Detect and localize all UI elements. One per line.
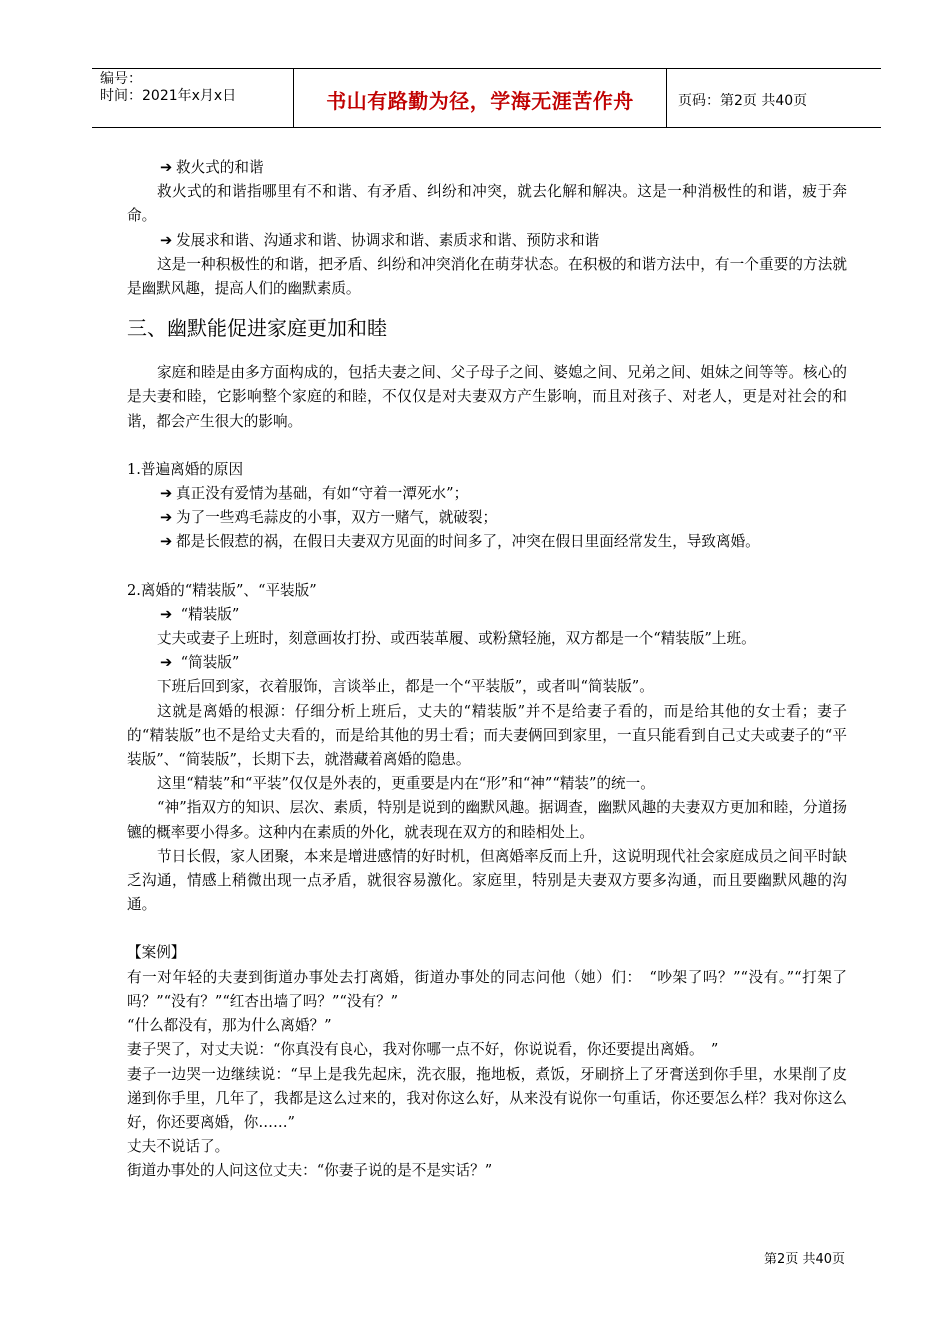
header-meta xyxy=(100,71,236,105)
header-page-number: 页码：第2页 共40页 xyxy=(678,93,808,109)
paragraph: 家庭和睦是由多方面构成的，包括夫妻之间、父子母子之间、婆媳之间、兄弟之间、姐妹之间等等。核心的是夫妻和睦，它影响整个家庭的和睦，不仅仅是对夫妻双方产生影响，而且对孩子、对老人，更是对社会的和谐，都会产生很大的影响。 xyxy=(127,364,847,430)
paragraph: 下班后回到家，衣着服饰，言谈举止，都是一个“平装版”，或者叫“简装版”。 xyxy=(157,678,654,696)
case-line: 有一对年轻的夫妻到街道办事处去打离婚，街道办事处的同志问他（她）们： “吵架了吗？”“没有。”“打架了吗？”“没有？”“红杏出墙了吗？”“没有？” xyxy=(127,968,847,1010)
header-number: 编号： xyxy=(100,71,142,87)
case-line: 街道办事处的人问这位丈夫：“你妻子说的是不是实话？” xyxy=(127,1162,493,1180)
arrow-right-icon: ➔ xyxy=(160,485,173,503)
document-body xyxy=(127,156,847,1184)
header-motto: 书山有路勤为径，学海无涯苦作舟 xyxy=(326,89,634,113)
page-header xyxy=(92,68,881,128)
paragraph: 救火式的和谐指哪里有不和谐、有矛盾、纠纷和冲突，就去化解和解决。这是一种消极性的和谐，疲于奔命。 xyxy=(127,183,847,225)
section-heading: 三、幽默能促进家庭更加和睦 xyxy=(127,316,387,341)
bullet-heading: ➔ “精装版” xyxy=(127,603,847,627)
paragraph: 丈夫或妻子上班时，刻意画妆打扮、或西装革履、或粉黛轻施，双方都是一个“精装版”上班。 xyxy=(157,630,756,648)
case-heading: 【案例】 xyxy=(127,944,186,962)
paragraph: 这是一种积极性的和谐，把矛盾、纠纷和冲突消化在萌芽状态。在积极的和谐方法中，有一个重要的方法就是幽默风趣，提高人们的幽默素质。 xyxy=(127,255,847,298)
case-line: 妻子哭了，对丈夫说：“你真没有良心，我对你哪一点不好，你说说看，你还要提出离婚。 ” xyxy=(127,1041,719,1059)
paragraph: 节日长假，家人团聚，本来是增进感情的好时机，但离婚率反而上升，这说明现代社会家庭成员之间平时缺乏沟通，情感上稍微出现一点矛盾，就很容易激化。家庭里，特别是夫妻双方要多沟通，而且要幽默风趣的沟通。 xyxy=(127,847,847,914)
header-divider xyxy=(666,69,667,127)
paragraph: 这就是离婚的根源：仔细分析上班后，丈夫的“精装版”并不是给妻子看的，而是给其他的女士看；妻子的“精装版”也不是给丈夫看的，而是给其他的男士看；而夫妻俩回到家里，一直只能看到自己丈夫或妻子的“平装版”、“简装版”，长期下去，就潜藏着离婚的隐患。 xyxy=(127,702,847,769)
bullet-heading: ➔ 发展求和谐、沟通求和谐、协调求和谐、素质求和谐、预防求和谐 xyxy=(127,229,847,253)
bullet-heading: ➔ “简装版” xyxy=(127,651,847,675)
arrow-right-icon: ➔ xyxy=(160,605,173,623)
list-item: ➔ 都是长假惹的祸，在假日夫妻双方见面的时间多了，冲突在假日里面经常发生，导致离婚。 xyxy=(127,530,847,554)
arrow-right-icon: ➔ xyxy=(160,159,173,176)
case-line: 丈夫不说话了。 xyxy=(127,1138,230,1156)
bullet-heading: ➔ 救火式的和谐 xyxy=(127,156,847,180)
paragraph: 这里“精装”和“平装”仅仅是外表的，更重要是内在“形”和“神”“精装”的统一。 xyxy=(157,775,655,793)
paragraph: “神”指双方的知识、层次、素质，特别是说到的幽默风趣。据调查，幽默风趣的夫妻双方更加和睦，分道扬镳的概率要小得多。这种内在素质的外化，就表现在双方的和睦相处上。 xyxy=(127,799,847,841)
arrow-right-icon: ➔ xyxy=(160,654,173,672)
header-time: 时间：2021年x月x日 xyxy=(100,88,237,104)
list-item: ➔ 真正没有爱情为基础，有如“守着一潭死水”； xyxy=(127,482,847,506)
arrow-right-icon: ➔ xyxy=(160,231,173,249)
subsection-heading: 1.普遍离婚的原因 xyxy=(127,460,244,478)
case-line: 妻子一边哭一边继续说：“早上是我先起床，洗衣服，拖地板，煮饭，牙刷挤上了牙膏送到你手里，水果削了皮递到你手里，几年了，我都是这么过来的，我对你这么好，从来没有说你一句重话，你还要怎么样？我对你这么好，你还要离婚，你……” xyxy=(127,1065,847,1131)
arrow-right-icon: ➔ xyxy=(160,509,173,527)
page-footer: 第2页 共40页 xyxy=(764,1252,845,1267)
case-line: “什么都没有，那为什么离婚？” xyxy=(127,1017,332,1035)
arrow-right-icon: ➔ xyxy=(160,533,173,551)
subsection-heading: 2.离婚的“精装版”、“平装版” xyxy=(127,581,317,599)
list-item: ➔ 为了一些鸡毛蒜皮的小事，双方一赌气，就破裂； xyxy=(127,506,847,530)
